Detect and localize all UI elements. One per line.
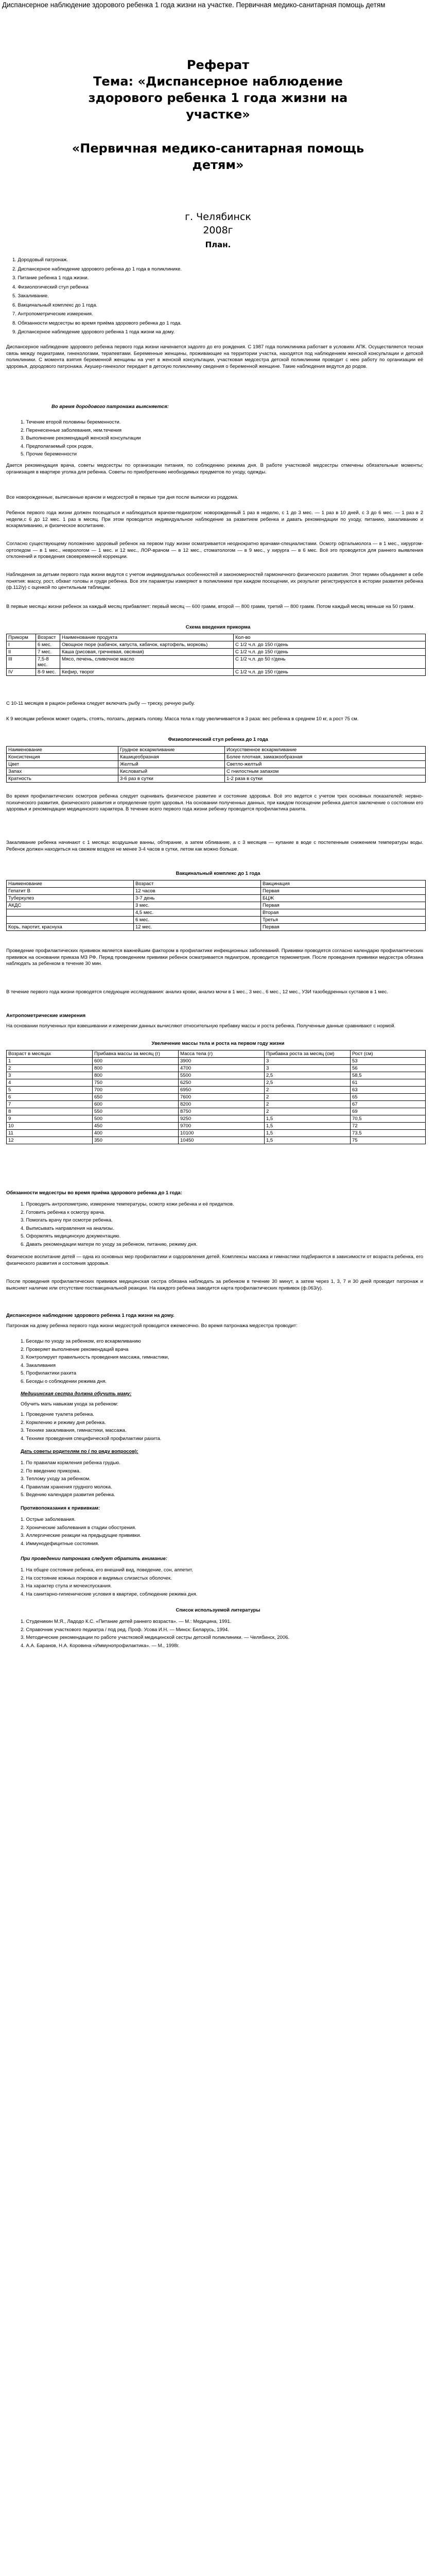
stool-table: [6, 746, 426, 783]
table-cell: 10450: [179, 1137, 265, 1144]
skills-list: [21, 1411, 422, 1443]
table-cell: 5: [7, 1087, 93, 1094]
nurse-duties-list: [21, 1200, 422, 1248]
list-item: 1. Проведение туалета ребенка.: [21, 1412, 94, 1417]
table-row: [7, 1058, 426, 1065]
table-cell: 3: [7, 1072, 93, 1079]
vaccine-table: [6, 880, 426, 931]
table-cell: Кашицеобразная: [118, 754, 225, 761]
table-cell: Кратность: [7, 775, 118, 783]
growth-table: [6, 1050, 426, 1144]
paragraph: Наблюдения за детьми первого года жизни ведутся с учетом индивидуальных особенностей и закономерностей гармоничного физического развития. Этот термин объединяет в себе понятия: массу, рост, обхват головы и груди ребенка. Все эти параметры измеряют в поликлинике при каждом посещении, их результат регистрируются в истории развития ребенка (ф.112/у) с оценкой по центильным таблицам.: [6, 572, 423, 590]
paragraph: На основании полученных при взвешивании и измерении данных вычисляют относительную прибавку массы и роста ребенка. Полученные данные сравнивают с нормой.: [6, 1023, 396, 1029]
table-cell: 400: [93, 1130, 179, 1137]
table-cell: 75: [351, 1137, 426, 1144]
table-cell: 8200: [179, 1101, 265, 1108]
table-header: Масса тела (г): [179, 1050, 265, 1058]
list-item: 4. Выписывать направления на анализы.: [21, 1225, 114, 1231]
table-cell: С 1/2 ч.л. до 150 г/день: [234, 641, 426, 649]
antenatal-item: 2. Перенесенные заболевания, нем.течения: [21, 427, 122, 433]
table-row: [7, 1065, 426, 1072]
table-cell: Консистенция: [7, 754, 118, 761]
table-row: [7, 1079, 426, 1087]
table-cell: 69: [351, 1108, 426, 1115]
table-header: Вакцинация: [261, 880, 426, 888]
table-cell: 2: [7, 1065, 93, 1072]
reference-item: 2. Справочник участкового педиатра / под ред. Проф. Усова И.Н. — Минск: Беларусь, 1994.: [21, 1626, 229, 1633]
list-item: 4. Иммунодефицитные состояния.: [21, 1540, 99, 1547]
table-row: [7, 917, 426, 924]
table-row: [7, 909, 426, 917]
table-header-row: [7, 634, 426, 641]
table-row: [7, 902, 426, 909]
table-cell: 1-2 раза в сутки: [225, 775, 426, 783]
skills-intro: Обучить мать навыкам ухода за ребенком:: [21, 1401, 118, 1407]
table-cell: 63: [351, 1087, 426, 1094]
table-cell: 67: [351, 1101, 426, 1108]
table-cell: 65: [351, 1094, 426, 1101]
list-item: 3. Аллергические реакции на предыдущие прививки.: [21, 1533, 142, 1538]
table-cell: 600: [93, 1101, 179, 1108]
feeding-rules-heading: Дать советы родителям по ( по ряду вопросов):: [21, 1449, 138, 1454]
table-cell: 12 мес.: [134, 924, 261, 931]
cover-city: г. Челябинск: [185, 211, 251, 223]
paragraph: Физическое воспитание детей — одна из основных мер профилактики и оздоровления детей. Комплексы массажа и гимнастики подбираются в зависимости от возраста ребенка, его физического развития и состояния здоровья.: [6, 1254, 423, 1266]
table-header: Прикорм: [7, 634, 36, 641]
table-cell: 11: [7, 1130, 93, 1137]
table-header-row: [7, 747, 426, 754]
paragraph: Согласно существующему положению здоровый ребенок на первом году жизни осматривается неоднократно врачами-специалистами. Осмотр офтальмолога — в 1 мес., хирургом-ортопедом — в 1 мес., неврологом — 1 мес. и 12 мес., ЛОР-врачом — в 12 мес., стоматологом — в 9 мес., у хирурга — в 6 мес. Всё это проводится для раннего выявления отклонений и проведения своевременной коррекции.: [6, 541, 423, 560]
list-item: 4. На санитарно-гигиенические условия в квартире, соблюдение режима дня.: [21, 1591, 198, 1597]
list-item: 6. Беседы о соблюдении режима дня.: [21, 1378, 107, 1384]
table-cell: 2,5: [265, 1079, 351, 1087]
table-cell: 550: [93, 1108, 179, 1115]
table-cell: 53: [351, 1058, 426, 1065]
table-row: [7, 1130, 426, 1137]
table-row: [7, 1115, 426, 1123]
table-cell: 9250: [179, 1115, 265, 1123]
table-cell: 6 мес.: [36, 641, 60, 649]
paragraph: Все новорожденные, выписанные врачом и медсестрой в первые три дня после выписки из роддома.: [6, 495, 239, 500]
stool-table-caption: Физиологический стул ребенка до 1 года: [168, 737, 268, 742]
table-cell: 58,5: [351, 1072, 426, 1079]
table-cell: 6250: [179, 1079, 265, 1087]
list-item: 2. По введению прикорма.: [21, 1468, 81, 1474]
table-cell: Первая: [261, 902, 426, 909]
table-cell: Более плотная, замазкообразная: [225, 754, 426, 761]
table-cell: С 1/2 ч.л. до 50 г/день: [234, 656, 426, 669]
table-cell: 2: [265, 1108, 351, 1115]
rules-list: [21, 1566, 422, 1598]
table-cell: 9: [7, 1115, 93, 1123]
table-header: Кол-во: [234, 634, 426, 641]
table-row: [7, 754, 426, 761]
table-cell: 600: [93, 1058, 179, 1065]
plan-item: 8. Обязанности медсестры во время приёма здорового ребенка до 1 года.: [12, 320, 182, 326]
cover-topic: [0, 73, 436, 123]
table-row: [7, 641, 426, 649]
table-row: [7, 669, 426, 676]
table-header-row: [7, 1050, 426, 1058]
anthro-heading: Антропометрические измерения: [6, 1013, 86, 1019]
table-cell: Первая: [261, 924, 426, 931]
table-header: Наименование: [7, 747, 118, 754]
list-item: 6. Давать рекомендации матери по уходу за ребенком, питанию, режиму дня.: [21, 1241, 198, 1247]
list-item: 5. Профилактики рахита: [21, 1370, 77, 1376]
table-cell: 8-9 мес.: [36, 669, 60, 676]
table-header: Прибавка роста за месяц (см): [265, 1050, 351, 1058]
paragraph: Ребенок первого года жизни должен посещаться и наблюдаться врачом-педиатром: новорожденный 1 раз в неделю, с 1 до 3 мес. — 1 раз в 10 дней, с 3 до 6 мес. — 1 раз в 2 недели,с 6 до 12 мес. 1 раз в месяц. При этом проводится индивидуальное наблюдение за развитием ребенка и давать рекомендации по уходу, питанию, закаливанию и вскармливанию, и физическое воспитание.: [6, 510, 423, 529]
table-cell: 8750: [179, 1108, 265, 1115]
table-cell: 61: [351, 1079, 426, 1087]
paragraph: В первые месяцы жизни ребенок за каждый месяц прибавляет: первый месяц — 600 грамм, второй — 800 грамм, третий — 800 грамм. Потом каждый месяц меньше на 50 грамм.: [6, 604, 415, 609]
table-cell: 800: [93, 1072, 179, 1079]
table-cell: 72: [351, 1123, 426, 1130]
list-item: 3. На характер стула и мочеиспускания.: [21, 1583, 112, 1589]
reference-item: 3. Методические рекомендации по работе участковой медицинской сестры детской поликлиники. — Челябинск, 2006.: [21, 1635, 290, 1640]
table-row: [7, 775, 426, 783]
table-row: [7, 1094, 426, 1101]
cover-topic-line: здорового ребенка 1 года жизни на: [88, 91, 348, 105]
table-cell: 12: [7, 1137, 93, 1144]
plan-item: 9. Диспансерное наблюдение здорового ребенка 1 года жизни на дому.: [12, 329, 175, 335]
antenatal-item: 4. Предполагаемый срок родов,: [21, 443, 93, 449]
table-cell: Светло-желтый: [225, 761, 426, 768]
table-cell: Цвет: [7, 761, 118, 768]
plan-item: 2. Диспансерное наблюдение здорового ребенка до 1 года в поликлинике.: [12, 266, 182, 272]
paragraph: В течение первого года жизни проводятся следующие исследования: анализ крови, анализ мочи в 1 мес., 3 мес., 6 мес., 12 мес., УЗИ тазобедренных суставов в 1 мес.: [6, 989, 388, 995]
paragraph: Патронаж на дому ребенка первого года жизни медсестрой проводится ежемесячно. Во время патронажа медсестра проводит:: [6, 1323, 298, 1329]
feeding-rules-list: [21, 1459, 422, 1499]
paragraph: Дается рекомендация врача, советы медсестры по организации питания, по соблюдению режима дня. В работе участковой медсестры отмечены обязательные моменты; организация в квартире уголка для ребенка. Советы по приобретению необходимых предметов по уходу, одежды.: [6, 463, 423, 475]
table-cell: Первая: [261, 888, 426, 895]
list-item: 3. Теплому уходу за ребенком.: [21, 1476, 91, 1482]
antenatal-item: 3. Выполнение рекомендаций женской консультации: [21, 435, 141, 441]
table-cell: 1,5: [265, 1130, 351, 1137]
table-row: [7, 888, 426, 895]
table-cell: 650: [93, 1094, 179, 1101]
table-cell: 9700: [179, 1123, 265, 1130]
reference-item: 1. Студеникин М.Я., Ладодо К.С. «Питание детей раннего возраста». — М.: Медицина, 1991.: [21, 1619, 232, 1624]
list-item: 5. Оформлять медицинскую документацию.: [21, 1233, 121, 1239]
refs-heading: Список используемой литературы: [176, 1607, 260, 1613]
table-cell: Желтый: [118, 761, 225, 768]
table-cell: 7: [7, 1101, 93, 1108]
cover-subject: [0, 140, 436, 173]
table-cell: 3-6 раз в сутки: [118, 775, 225, 783]
table-cell: Вторая: [261, 909, 426, 917]
table-cell: 500: [93, 1115, 179, 1123]
table-cell: I: [7, 641, 36, 649]
table-cell: IV: [7, 669, 36, 676]
table-cell: 800: [93, 1065, 179, 1072]
table-header-row: [7, 880, 426, 888]
table-row: [7, 1123, 426, 1130]
table-cell: 450: [93, 1123, 179, 1130]
table-cell: 10: [7, 1123, 93, 1130]
table-cell: 2: [265, 1094, 351, 1101]
table-cell: 6 мес.: [134, 917, 261, 924]
home-heading: Диспансерное наблюдение здорового ребенка 1 года жизни на дому.: [6, 1313, 175, 1318]
table-header: Возраст: [36, 634, 60, 641]
plan-item: 3. Питание ребенка 1 года жизни.: [12, 275, 89, 281]
table-cell: 2: [265, 1087, 351, 1094]
home-list: [21, 1337, 422, 1385]
table-cell: 7600: [179, 1094, 265, 1101]
table-cell: [7, 909, 134, 917]
plan-item: 7. Антропометрические измерения.: [12, 311, 93, 317]
plan-heading: План.: [205, 240, 231, 249]
document-title: Диспансерное наблюдение здорового ребенка 1 года жизни на участке. Первичная медико-санитарная помощь детям: [2, 1, 386, 9]
antenatal-list: [21, 418, 422, 459]
table-cell: АКДС: [7, 902, 134, 909]
table-header: Возраст в месяцах: [7, 1050, 93, 1058]
contra-heading: Противопоказания к прививкам:: [21, 1505, 100, 1511]
feeding-table-caption: Схема введения прикорма: [185, 624, 251, 630]
paragraph: С 10-11 месяцев в рацион ребенка следует включать рыбу — треску, речную рыбу.: [6, 701, 195, 706]
table-cell: Кисловатый: [118, 768, 225, 775]
cover-subject-line: детям»: [192, 158, 244, 172]
table-cell: 10100: [179, 1130, 265, 1137]
paragraph: Во время профилактических осмотров ребенка следует оценивать физическое развитие и состояние здоровья. Всё это ведется с учетом трех основных показателей: нервно-психического развития, физического развития и определение групп здоровья. На основании полученных данных, при каждом посещении ребенка дается заключение о состоянии его здоровья и рекомендации медицинского характера. В течение всего первого года жизни ребенку проводится профилактика рахита.: [6, 793, 423, 812]
table-cell: III: [7, 656, 36, 669]
table-row: [7, 1072, 426, 1079]
table-cell: 1,5: [265, 1115, 351, 1123]
table-header: Рост (см): [351, 1050, 426, 1058]
list-item: 2. На состояние кожных покровов и видимых слизистых оболочек.: [21, 1575, 172, 1581]
list-item: 1. На общее состояние ребенка, его внешний вид, поведение, сон, аппетит.: [21, 1567, 193, 1573]
list-item: 3. Контролирует правильность проведения массажа, гимнастики,: [21, 1354, 169, 1360]
table-row: [7, 895, 426, 902]
cover-topic-line: участке»: [186, 107, 250, 122]
table-cell: Кефир, творог: [60, 669, 234, 676]
table-cell: 4: [7, 1079, 93, 1087]
list-item: 1. Беседы по уходу за ребенком, его вскармливанию: [21, 1338, 141, 1344]
table-header: Прибавка массы за месяц (г): [93, 1050, 179, 1058]
plan-item: 4. Физиологический стул ребенка: [12, 284, 89, 290]
table-cell: 1,5: [265, 1123, 351, 1130]
table-cell: 1,5: [265, 1137, 351, 1144]
table-cell: 3: [265, 1065, 351, 1072]
growth-table-caption: Увеличение массы тела и роста на первом году жизни: [151, 1041, 285, 1046]
table-cell: 7,5-8 мес.: [36, 656, 60, 669]
table-cell: 5500: [179, 1072, 265, 1079]
table-cell: 3 мес.: [134, 902, 261, 909]
table-cell: Запах: [7, 768, 118, 775]
table-row: [7, 768, 426, 775]
table-row: [7, 1087, 426, 1094]
table-cell: 2: [265, 1101, 351, 1108]
antenatal-heading: Во время дородового патронажа выясняется:: [51, 404, 169, 410]
table-cell: 12 часов: [134, 888, 261, 895]
table-cell: 2,5: [265, 1072, 351, 1079]
list-item: 4. Закаливания: [21, 1362, 56, 1368]
list-item: 3. Помогать врачу при осмотре ребенка.: [21, 1217, 113, 1223]
cover-heading: Реферат: [186, 58, 250, 72]
cover-subject-line: «Первичная медико-санитарная помощь: [72, 141, 364, 156]
feeding-table: [6, 634, 426, 676]
reference-item: 4. А.А. Баранов, Н.А. Коровина «Иммунопрофилактика». — М., 1998г.: [21, 1642, 180, 1649]
table-header: Возраст: [134, 880, 261, 888]
table-cell: 6950: [179, 1087, 265, 1094]
contra-list: [21, 1516, 422, 1548]
table-cell: 56: [351, 1065, 426, 1072]
list-item: 2. Кормлению и режиму дня ребенка.: [21, 1419, 106, 1426]
list-item: 2. Готовить ребенка к осмотру врача.: [21, 1209, 106, 1215]
table-cell: 6: [7, 1094, 93, 1101]
cover-year: 2008г: [203, 225, 233, 236]
table-cell: С гнилостным запахом: [225, 768, 426, 775]
table-cell: 4700: [179, 1065, 265, 1072]
table-header: Грудное вскармливание: [118, 747, 225, 754]
table-cell: 8: [7, 1108, 93, 1115]
table-cell: 350: [93, 1137, 179, 1144]
list-item: 5. Ведению календаря развития ребенка.: [21, 1492, 115, 1498]
table-cell: II: [7, 649, 36, 656]
paragraph: Закаливание ребенка начинают с 1 месяца: воздушные ванны, обтирание, а затем обливание, а с 3 месяцев — купание в воде с постепенным снижением температуры воды. Ребенок должен находиться на свежем воздухе не менее 3-4 часов в сутки, летом как можно больше.: [6, 840, 423, 852]
plan-item: 6. Вакцинальный комплекс до 1 года.: [12, 302, 98, 308]
table-row: [7, 1137, 426, 1144]
refs-list: [21, 1618, 422, 1650]
table-row: [7, 656, 426, 669]
rules-heading: При проведении патронажа следует обратить внимание:: [21, 1556, 168, 1562]
nurse-duties-heading: Обязанности медсестры во время приёма здорового ребенка до 1 года:: [6, 1190, 182, 1196]
table-cell: Каша (рисовая, гречневая, овсяная): [60, 649, 234, 656]
table-cell: 4,5 мес.: [134, 909, 261, 917]
cover-topic-line: Тема: «Диспансерное наблюдение: [93, 74, 343, 89]
paragraph: После проведения профилактических прививок медицинская сестра обязана наблюдать за ребенком в течение 30 минут, а затем через 1, 3, 7 и 30 дней проводит патронаж и выясняет наличие или отсутствие поствакцинальной реакции. На каждого ребенка заводится карта профилактических прививок (ф.063/у).: [6, 1279, 423, 1291]
intro-paragraph: Диспансерное наблюдение здорового ребенка первого года жизни начинается задолго до его рождения. С 1987 года поликлиника работает в условиях АПК. Осуществляется тесная связь между педиатрами, гинекологами, терапевтами. Беременные женщины, проживающие на территории участка, находятся под наблюдением женской консультации и детской поликлиники. С момента взятия беременной женщины на учет в женской консультации, участковая медсестра детской поликлиники проводит с нею работу по организации её здоровья, дородового патронажа. Акушер-гинеколог передает в детскую поликлинику сведения о беременной женщине. Такие наблюдения ведутся до родов.: [6, 344, 423, 369]
table-cell: БЦЖ: [261, 895, 426, 902]
table-header: Искусственное вскармливание: [225, 747, 426, 754]
antenatal-item: 1. Течение второй половины беременности.: [21, 419, 121, 425]
list-item: 4. Правилам хранения грудного молока.: [21, 1484, 112, 1490]
table-cell: 7 мес.: [36, 649, 60, 656]
table-cell: 1: [7, 1058, 93, 1065]
table-cell: Овощное пюре (кабачок, капуста, кабачок, картофель, морковь): [60, 641, 234, 649]
list-item: 3. Технике закаливания, гимнастики, массажа.: [21, 1428, 127, 1433]
list-item: 1. Острые заболевания.: [21, 1517, 76, 1522]
table-cell: Корь, паротит, краснуха: [7, 924, 134, 931]
table-cell: 700: [93, 1087, 179, 1094]
list-item: 1. Проводить антропометрию, измерение температуры, осмотр кожи ребенка и её придатков.: [21, 1201, 234, 1207]
table-cell: С 1/2 ч.л. до 150 г/день: [234, 669, 426, 676]
paragraph: К 9 месяцам ребенок может сидеть, стоять, ползать, держать голову. Масса тела к году увеличивается в 3 раза: вес ребенка в среднем 10 кг, а рост 75 см.: [6, 716, 359, 722]
table-row: [7, 1108, 426, 1115]
table-cell: [7, 917, 134, 924]
table-cell: 750: [93, 1079, 179, 1087]
table-cell: 73,5: [351, 1130, 426, 1137]
table-cell: 3-7 день: [134, 895, 261, 902]
skills-heading: Медицинская сестра должна обучить маму:: [21, 1391, 132, 1397]
table-row: [7, 924, 426, 931]
table-header: Наименование: [7, 880, 134, 888]
list-item: 4. Технике проведения специфической профилактики рахита.: [21, 1435, 162, 1442]
list-item: 2. Хронические заболевания в стадии обострения.: [21, 1524, 136, 1531]
vaccine-heading: Вакцинальный комплекс до 1 года: [176, 871, 260, 876]
table-header: Наименование продукта: [60, 634, 234, 641]
table-cell: Гепатит В: [7, 888, 134, 895]
table-row: [7, 761, 426, 768]
list-item: 2. Проверяет выполнение рекомендаций врача: [21, 1346, 129, 1352]
plan-item: 5. Закаливание.: [12, 293, 49, 299]
table-cell: Мясо, печень, сливочное масло: [60, 656, 234, 669]
plan-list: [12, 256, 424, 337]
table-cell: 70,5: [351, 1115, 426, 1123]
table-cell: С 1/2 ч.л. до 150 г/день: [234, 649, 426, 656]
paragraph: Проведение профилактических прививок является важнейшим фактором в профилактике инфекционных заболеваний. Прививки проводятся согласно календарю профилактических прививок на основании приказа МЗ РФ. Перед проведением прививки ребенок осматривается педиатром, проводится термометрия. После проведения прививки медсестра обязана наблюдать за ребенком в течение 30 мин.: [6, 948, 423, 967]
list-item: 1. По правилам кормления ребенка грудью.: [21, 1460, 120, 1466]
plan-item: 1. Дородовый патронаж.: [12, 257, 68, 263]
table-cell: Туберкулез: [7, 895, 134, 902]
antenatal-item: 5. Прочие беременности: [21, 451, 77, 457]
table-cell: 3900: [179, 1058, 265, 1065]
table-cell: Третья: [261, 917, 426, 924]
table-row: [7, 1101, 426, 1108]
table-cell: 3: [265, 1058, 351, 1065]
table-row: [7, 649, 426, 656]
